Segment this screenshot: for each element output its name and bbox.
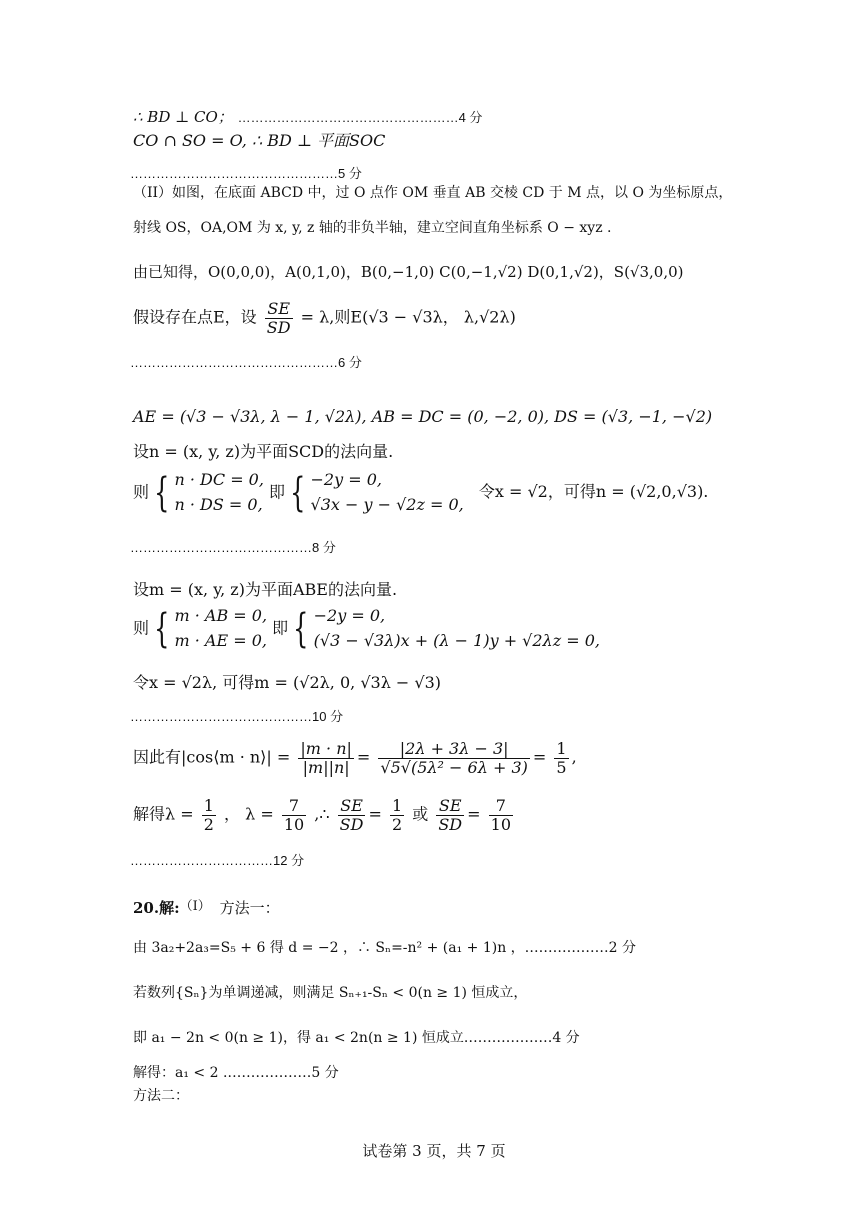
- line-bd-perp-co: [133, 108, 482, 126]
- cos-label: 因此有|cos⟨m · n⟩| =: [133, 747, 291, 767]
- eq-sqrt3x: √3x − y − √2z = 0,: [310, 494, 464, 514]
- left-brace: {: [154, 605, 170, 652]
- frac-num: 1: [391, 796, 403, 815]
- eq-n-dc: n · DC = 0,: [174, 470, 264, 489]
- frac-num: 1: [556, 739, 567, 758]
- frac-num: |2λ + 3λ − 3|: [378, 740, 529, 759]
- eq-minus-2y: −2y = 0,: [313, 606, 386, 625]
- system-n-line: [133, 468, 708, 518]
- frac-num: |m · n|: [300, 739, 352, 758]
- method-one-step-2: 若数列{Sₙ}为单调递减，则满足 Sₙ₊₁-Sₙ < 0(n ≥ 1) 恒成立，: [133, 985, 528, 1001]
- normal-m-intro: 设m = (x, y, z)为平面ABE的法向量.: [133, 580, 398, 599]
- vectors-line: AE = (√3 − √3λ, λ − 1, √2λ), AB = DC = (0, −2, 0), DS = (√3, −1, −√2): [133, 407, 713, 426]
- fraction: [202, 797, 216, 833]
- therefore: ,∴: [314, 804, 330, 824]
- part-ii-intro: （II）如图，在底面 ABCD 中，过 O 点作 OM 垂直 AB 交棱 CD 于 M 点，以 O 为坐标原点，: [133, 185, 733, 201]
- frac-den: 5: [556, 757, 567, 777]
- eq-minus-2y: −2y = 0,: [310, 470, 382, 489]
- score-line-5: …………………………………………5 分: [130, 166, 362, 181]
- coordinate-system-line: 射线 OS，OA,OM 为 x, y, z 轴的非负半轴，建立空间直角坐标系 O − xyz .: [133, 220, 612, 236]
- score-line-8: ……………………………………8 分: [130, 540, 336, 555]
- fraction-one-fifth: [554, 740, 568, 776]
- solution-label: 解:: [159, 899, 180, 917]
- system-right: [314, 604, 600, 654]
- ie-label: 即: [269, 482, 286, 502]
- question-number: 20.: [133, 899, 160, 917]
- or-label: 或: [412, 804, 429, 824]
- frac-den: 2: [391, 814, 403, 834]
- fraction: [282, 797, 306, 833]
- fraction: [390, 797, 404, 833]
- score-line-6: …………………………………………6 分: [130, 355, 362, 370]
- method-one-label: 方法一：: [219, 899, 280, 917]
- eq-m-ab: m · AB = 0,: [174, 606, 268, 625]
- frac-den: 10: [283, 814, 305, 834]
- question-20-header: [133, 899, 280, 917]
- assume-post: = λ,则E(√3 − √3λ， λ,√2λ): [300, 307, 516, 327]
- known-points-line: 由已知得，O(0,0,0)，A(0,1,0)，B(0,−1,0) C(0,−1,√2) D(0,1,√2)，S(√3,0,0): [133, 263, 684, 281]
- assume-text: 假设存在点E，设: [133, 307, 257, 327]
- frac-num: 7: [282, 797, 306, 816]
- frac-num: SE: [265, 300, 293, 319]
- method-one-step-1: 由 3a₂+2a₃=S₅ + 6 得 d = −2 ，∴ Sₙ=-n² + (a₁ + 1)n ，………………2 分: [133, 940, 637, 956]
- set-x-result-n: 令x = √2，可得n = (√2,0,√3).: [478, 482, 709, 502]
- frac-num: 7: [489, 797, 513, 816]
- score-dots: ……………………………………………4 分: [237, 110, 483, 125]
- normal-n-intro: 设n = (x, y, z)为平面SCD的法向量.: [133, 442, 394, 461]
- math-text: ∴ BD ⊥ CO；: [133, 108, 233, 126]
- cosine-line: 因此有|cos⟨m · n⟩| = $\frac{|m \cdot n|}{|m||n|}$ = $\frac{|2\lambda + 3\lambda - 3|}{\text{√5√(5λ² − 6λ + 3)}}$ = $\frac{1}{5}$ ,: [133, 739, 577, 777]
- method-one-step-4: 解得：a₁ < 2 .………………5 分: [133, 1065, 339, 1081]
- frac-num: 1: [203, 796, 214, 815]
- frac-den: SD: [339, 814, 364, 834]
- left-brace: {: [290, 469, 306, 516]
- ie-label: 即: [272, 618, 289, 638]
- solve-label: 解得λ =: [133, 804, 194, 824]
- method-one-step-3: 即 a₁ − 2n < 0(n ≥ 1)，得 a₁ < 2n(n ≥ 1) 恒成立.………………4 分: [133, 1030, 580, 1046]
- left-brace: {: [293, 605, 309, 652]
- set-x-result-m: 令x = √2λ, 可得m = (√2λ, 0, √3λ − √3): [133, 673, 442, 692]
- system-left: [174, 604, 267, 654]
- system-left: [174, 468, 263, 518]
- fraction: [436, 797, 464, 833]
- frac-den: |m||n|: [302, 757, 350, 777]
- frac-den: SD: [438, 814, 463, 834]
- fraction: [489, 797, 513, 833]
- fraction-lambda: [378, 740, 529, 776]
- part-label: （I）: [179, 899, 211, 914]
- then-label: 则: [133, 618, 150, 638]
- system-m-line: [133, 604, 600, 654]
- left-brace: {: [154, 469, 170, 516]
- fraction: [338, 797, 366, 833]
- system-right: [311, 468, 464, 518]
- eq-n-ds: n · DS = 0,: [174, 494, 263, 514]
- frac-den: 10: [490, 814, 511, 834]
- frac-den: 2: [203, 814, 214, 834]
- frac-den: SD: [266, 317, 291, 337]
- assume-point-e-line: [133, 300, 516, 336]
- sep: ， λ =: [224, 804, 274, 824]
- line-bd-perp-plane-soc: CO ∩ SO = O, ∴ BD ⊥ 平面SOC: [133, 131, 386, 150]
- score-line-10: ……………………………………10 分: [130, 709, 344, 724]
- then-label: 则: [133, 482, 150, 502]
- eq-plane-abe: (√3 − √3λ)x + (λ − 1)y + √2λz = 0,: [313, 630, 600, 650]
- fraction-se-sd: [265, 300, 293, 336]
- frac-num: SE: [338, 797, 366, 816]
- frac-num: SE: [436, 797, 464, 816]
- page-footer: 试卷第 3 页，共 7 页: [362, 1142, 506, 1160]
- score-line-12: ……………………………12 分: [130, 853, 305, 868]
- solution-line: 解得λ = $\frac{1}{2}$ ， λ = $\frac{7}{10}$ ,∴ $\frac{SE}{SD}$ = $\frac{1}{2}$ 或 $\frac{SE}{SD}$ = $\frac{7}{10}$: [133, 796, 511, 834]
- eq-m-ae: m · AE = 0,: [174, 630, 267, 650]
- method-two-label: 方法二：: [133, 1088, 189, 1104]
- fraction-mn: [298, 740, 354, 776]
- frac-den: √5√(5λ² − 6λ + 3): [380, 757, 528, 777]
